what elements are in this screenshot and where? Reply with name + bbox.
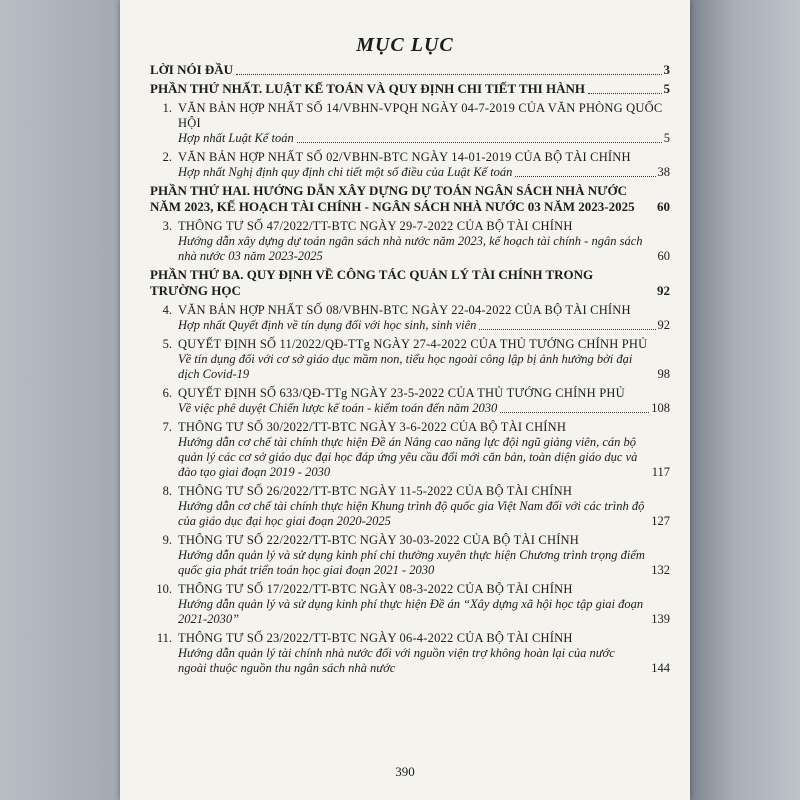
toc-part-label: PHẦN THỨ NHẤT. LUẬT KẾ TOÁN VÀ QUY ĐỊNH CHI TIẾT THI HÀNH xyxy=(150,81,585,96)
toc-part-p2 xyxy=(150,183,670,215)
toc-part-p1 xyxy=(150,81,670,97)
toc-entry-heading: THÔNG TƯ SỐ 47/2022/TT-BTC NGÀY 29-7-2022 CỦA BỘ TÀI CHÍNH xyxy=(178,219,573,233)
toc-entry xyxy=(150,219,670,264)
toc-part-page: 92 xyxy=(657,283,670,298)
toc-entry-description: Hợp nhất Nghị định quy định chi tiết một số điều của Luật Kế toán xyxy=(178,165,513,179)
toc-entry-body xyxy=(178,303,670,333)
toc-entry-number: 4. xyxy=(162,303,172,317)
toc-entry-heading: QUYẾT ĐỊNH SỐ 11/2022/QĐ-TTg NGÀY 27-4-2022 CỦA THỦ TƯỚNG CHÍNH PHỦ xyxy=(178,337,648,351)
toc-entry-heading: QUYẾT ĐỊNH SỐ 633/QĐ-TTg NGÀY 23-5-2022 CỦA THỦ TƯỚNG CHÍNH PHỦ xyxy=(178,386,625,400)
toc-entry-heading: THÔNG TƯ SỐ 23/2022/TT-BTC NGÀY 06-4-2022 CỦA BỘ TÀI CHÍNH xyxy=(178,631,573,645)
toc-entry xyxy=(150,631,670,676)
toc-part-p3 xyxy=(150,267,670,299)
leader-dots xyxy=(515,175,655,177)
leader-dots xyxy=(588,92,662,94)
toc-entry-body xyxy=(178,219,670,264)
toc-entry-number: 6. xyxy=(162,386,172,400)
toc-entry xyxy=(150,420,670,480)
toc-entry-description: Hướng dẫn xây dựng dự toán ngân sách nhà nước năm 2023, kế hoạch tài chính - ngân sách nhà nước 03 năm 2023-2025 xyxy=(178,234,643,263)
toc-entry-number: 11. xyxy=(156,631,172,645)
toc-entry-heading: THÔNG TƯ SỐ 17/2022/TT-BTC NGÀY 08-3-2022 CỦA BỘ TÀI CHÍNH xyxy=(178,582,573,596)
toc-entry-body xyxy=(178,420,670,480)
toc-entry-description: Hướng dẫn cơ chế tài chính thực hiện Đề án Nâng cao năng lực đội ngũ giảng viên, cán bộ quản lý các cơ sở giáo dục đại học đáp ứng yêu cầu đổi mới căn bản, toàn diện giáo dục và đào tạo giai đoạn 2019 - 2030 xyxy=(178,435,638,479)
toc-entry-body xyxy=(178,582,670,627)
toc-entry-desc-row xyxy=(178,352,670,382)
toc-entry-heading: VĂN BẢN HỢP NHẤT SỐ 14/VBHN-VPQH NGÀY 04-7-2019 CỦA VĂN PHÒNG QUỐC HỘI xyxy=(178,101,663,130)
toc-entry-page: 38 xyxy=(657,165,670,179)
toc-entry-heading: THÔNG TƯ SỐ 22/2022/TT-BTC NGÀY 30-03-2022 CỦA BỘ TÀI CHÍNH xyxy=(178,533,580,547)
toc-preface-page: 3 xyxy=(663,62,670,77)
leader-dots xyxy=(500,411,649,413)
toc-entry-body xyxy=(178,150,670,180)
toc-entry-page: 144 xyxy=(651,661,670,675)
toc-entry-number: 8. xyxy=(162,484,172,498)
toc-entry xyxy=(150,303,670,333)
toc-entry-page: 60 xyxy=(657,249,670,263)
toc-entry-page: 127 xyxy=(651,514,670,528)
toc-entry-page: 117 xyxy=(651,465,670,479)
page-number: 390 xyxy=(395,764,415,779)
toc-entry-desc-row xyxy=(178,499,670,529)
toc-entry-desc-row xyxy=(178,435,670,480)
toc-entry xyxy=(150,484,670,529)
toc-entry-description: Hợp nhất Luật Kế toán xyxy=(178,131,294,145)
toc-entry-desc-row xyxy=(178,318,670,333)
toc-entry-page: 132 xyxy=(651,563,670,577)
toc-entry-number: 10. xyxy=(156,582,172,596)
background-right xyxy=(690,0,800,800)
toc-entry-heading: THÔNG TƯ SỐ 26/2022/TT-BTC NGÀY 11-5-2022 CỦA BỘ TÀI CHÍNH xyxy=(178,484,573,498)
toc-part-label: PHẦN THỨ BA. QUY ĐỊNH VỀ CÔNG TÁC QUẢN LÝ TÀI CHÍNH TRONG TRƯỜNG HỌC xyxy=(150,267,594,298)
toc-entry xyxy=(150,337,670,382)
book-page xyxy=(120,0,690,800)
table-of-contents xyxy=(150,62,670,676)
toc-entry-page: 5 xyxy=(663,131,670,145)
toc-entry-heading: VĂN BẢN HỢP NHẤT SỐ 02/VBHN-BTC NGÀY 14-01-2019 CỦA BỘ TÀI CHÍNH xyxy=(178,150,631,164)
leader-dots xyxy=(297,141,662,143)
toc-entry-body xyxy=(178,337,670,382)
toc-entry-description: Về tín dụng đối với cơ sở giáo dục mầm non, tiểu học ngoài công lập bị ảnh hưởng bởi đại dịch Covid-19 xyxy=(178,352,633,381)
toc-part-page: 60 xyxy=(657,199,670,214)
toc-entry-description: Hướng dẫn cơ chế tài chính thực hiện Khung trình độ quốc gia Việt Nam đối với các trình độ của giáo dục đại học giai đoạn 2020-2025 xyxy=(178,499,645,528)
toc-entry-description: Hướng dẫn quản lý và sử dụng kinh phí thực hiện Đề án “Xây dựng xã hội học tập giai đoạn 2021-2030” xyxy=(178,597,644,626)
toc-entry-page: 92 xyxy=(657,318,670,332)
toc-entry xyxy=(150,386,670,416)
page-title: MỤC LỤC xyxy=(356,34,454,56)
toc-entry-number: 1. xyxy=(162,101,172,115)
toc-entry xyxy=(150,582,670,627)
toc-entry-body xyxy=(178,631,670,676)
toc-entry xyxy=(150,101,670,146)
toc-entry-desc-row xyxy=(178,548,670,578)
toc-entry-page: 98 xyxy=(657,367,670,381)
leader-dots xyxy=(479,328,655,330)
toc-entry-desc-row xyxy=(178,646,670,676)
toc-entry-desc-row xyxy=(178,597,670,627)
toc-entry-number: 3. xyxy=(162,219,172,233)
toc-entry-body xyxy=(178,101,670,146)
toc-part-page: 5 xyxy=(663,81,670,96)
toc-entry-body xyxy=(178,484,670,529)
toc-entry-heading: THÔNG TƯ SỐ 30/2022/TT-BTC NGÀY 3-6-2022 CỦA BỘ TÀI CHÍNH xyxy=(178,420,567,434)
leader-dots xyxy=(236,73,661,75)
toc-entry-page: 108 xyxy=(651,401,670,415)
toc-entry-body xyxy=(178,386,670,416)
toc-entry-desc-row xyxy=(178,234,670,264)
toc-part-label: PHẦN THỨ HAI. HƯỚNG DẪN XÂY DỰNG DỰ TOÁN NGÂN SÁCH NHÀ NƯỚC NĂM 2023, KẾ HOẠCH TÀI CHÍNH - NGÂN SÁCH NHÀ NƯỚC 03 NĂM 2023-2025 xyxy=(150,183,635,214)
toc-entry-body xyxy=(178,533,670,578)
toc-entry-description: Hướng dẫn quản lý tài chính nhà nước đối với nguồn viện trợ không hoàn lại của nước ngoài thuộc nguồn thu ngân sách nhà nước xyxy=(178,646,615,675)
toc-entry-number: 9. xyxy=(162,533,172,547)
toc-entry-description: Hợp nhất Quyết định về tín dụng đối với học sinh, sinh viên xyxy=(178,318,477,332)
toc-entry-desc-row xyxy=(178,131,670,146)
toc-entry-number: 7. xyxy=(162,420,172,434)
toc-entry-description: Hướng dẫn quản lý và sử dụng kinh phí chi thường xuyên thực hiện Chương trình trọng điểm quốc gia phát triển toán học giai đoạn 2021 - 2030 xyxy=(178,548,645,577)
toc-entry-page: 139 xyxy=(651,612,670,626)
toc-entry-heading: VĂN BẢN HỢP NHẤT SỐ 08/VBHN-BTC NGÀY 22-04-2022 CỦA BỘ TÀI CHÍNH xyxy=(178,303,631,317)
toc-entry-description: Về việc phê duyệt Chiến lược kế toán - kiểm toán đến năm 2030 xyxy=(178,401,498,415)
toc-entry xyxy=(150,533,670,578)
toc-entry-number: 2. xyxy=(162,150,172,164)
background-left xyxy=(0,0,120,800)
toc-preface xyxy=(150,62,670,78)
toc-entry-number: 5. xyxy=(162,337,172,351)
toc-preface-label: LỜI NÓI ĐẦU xyxy=(150,62,234,77)
toc-entry-desc-row xyxy=(178,401,670,416)
toc-entry xyxy=(150,150,670,180)
toc-entry-desc-row xyxy=(178,165,670,180)
